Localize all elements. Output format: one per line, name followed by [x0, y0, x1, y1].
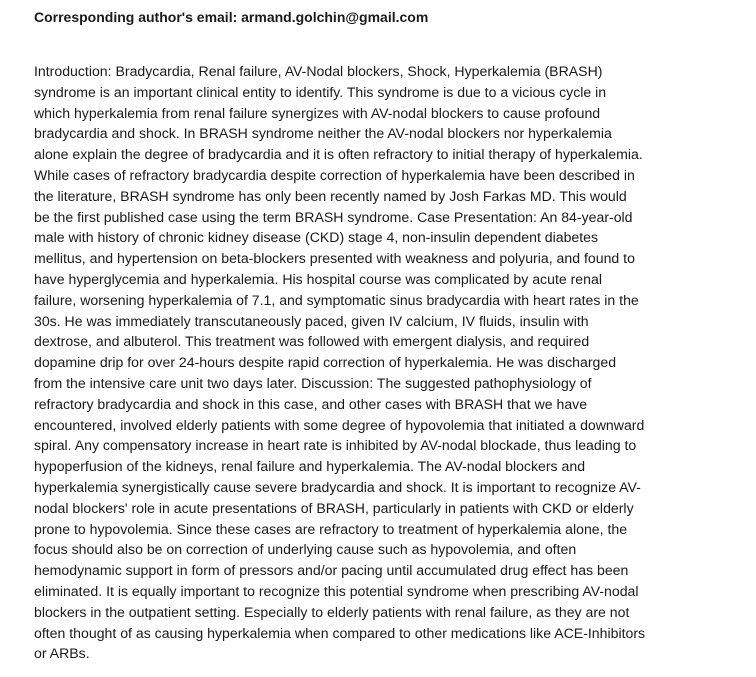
abstract-line: be the first published case using the term BRASH syndrome. Case Presentation: An 84-year-old: [34, 208, 633, 225]
abstract-body: [34, 61, 724, 664]
abstract-line: While cases of refractory bradycardia despite correction of hyperkalemia have been described in: [34, 166, 635, 183]
abstract-line: have hyperglycemia and hyperkalemia. His hospital course was complicated by acute renal: [34, 270, 602, 287]
abstract-line: hemodynamic support in form of pressors and/or pacing until accumulated drug effect has been: [34, 562, 629, 579]
abstract-line: which hyperkalemia from renal failure synergizes with AV-nodal blockers to cause profound: [34, 104, 601, 121]
abstract-line: the literature, BRASH syndrome has only been recently named by Josh Farkas MD. This would: [34, 187, 627, 204]
abstract-line: or ARBs.: [34, 645, 90, 662]
abstract-line: eliminated. It is equally important to recognize this potential syndrome when prescribing AV-nodal: [34, 582, 639, 599]
abstract-line: alone explain the degree of bradycardia and it is often refractory to initial therapy of hyperkalemia.: [34, 146, 643, 163]
abstract-line: prone to hypovolemia. Since these cases are refractory to treatment of hyperkalemia alone, the: [34, 520, 628, 537]
email-label: Corresponding author's email:: [34, 9, 238, 25]
email-address: armand.golchin@gmail.com: [241, 9, 429, 25]
abstract-line: blockers in the outpatient setting. Especially to elderly patients with renal failure, as they are not: [34, 603, 630, 620]
abstract-line: refractory bradycardia and shock in this case, and other cases with BRASH that we have: [34, 395, 588, 412]
abstract-line: nodal blockers' role in acute presentations of BRASH, particularly in patients with CKD or elderly: [34, 499, 634, 516]
abstract-line: dopamine drip for over 24-hours despite rapid correction of hyperkalemia. He was discharged: [34, 354, 617, 371]
abstract-line: dextrose, and albuterol. This treatment was followed with emergent dialysis, and required: [34, 333, 590, 350]
abstract-line: often thought of as causing hyperkalemia when compared to other medications like ACE-Inhibitors: [34, 624, 646, 641]
abstract-line: 30s. He was immediately transcutaneously paced, given IV calcium, IV fluids, insulin with: [34, 312, 589, 329]
abstract-line: male with history of chronic kidney disease (CKD) stage 4, non-insulin dependent diabetes: [34, 229, 599, 246]
abstract-line: from the intensive care unit two days later. Discussion: The suggested pathophysiology of: [34, 374, 592, 391]
corresponding-author-email-line: [34, 8, 428, 26]
abstract-line: syndrome is an important clinical entity to identify. This syndrome is due to a vicious cycle in: [34, 83, 607, 100]
abstract-line: encountered, involved elderly patients with some degree of hypovolemia that initiated a downward: [34, 416, 645, 433]
abstract-line: failure, worsening hyperkalemia of 7.1, and symptomatic sinus bradycardia with heart rates in the: [34, 291, 639, 308]
abstract-line: hyperkalemia synergistically cause severe bradycardia and shock. It is important to recognize AV-: [34, 478, 641, 495]
abstract-line: hypoperfusion of the kidneys, renal failure and hyperkalemia. The AV-nodal blockers and: [34, 458, 586, 475]
abstract-line: bradycardia and shock. In BRASH syndrome neither the AV-nodal blockers nor hyperkalemia: [34, 125, 612, 142]
abstract-line: spiral. Any compensatory increase in heart rate is inhibited by AV-nodal blockade, thus leading to: [34, 437, 637, 454]
abstract-line: Introduction: Bradycardia, Renal failure, AV-Nodal blockers, Shock, Hyperkalemia (BRASH): [34, 63, 603, 79]
abstract-line: mellitus, and hypertension on beta-blockers presented with weakness and polyuria, and found to: [34, 250, 635, 267]
abstract-line: focus should also be on correction of underlying cause such as hypovolemia, and often: [34, 541, 577, 558]
